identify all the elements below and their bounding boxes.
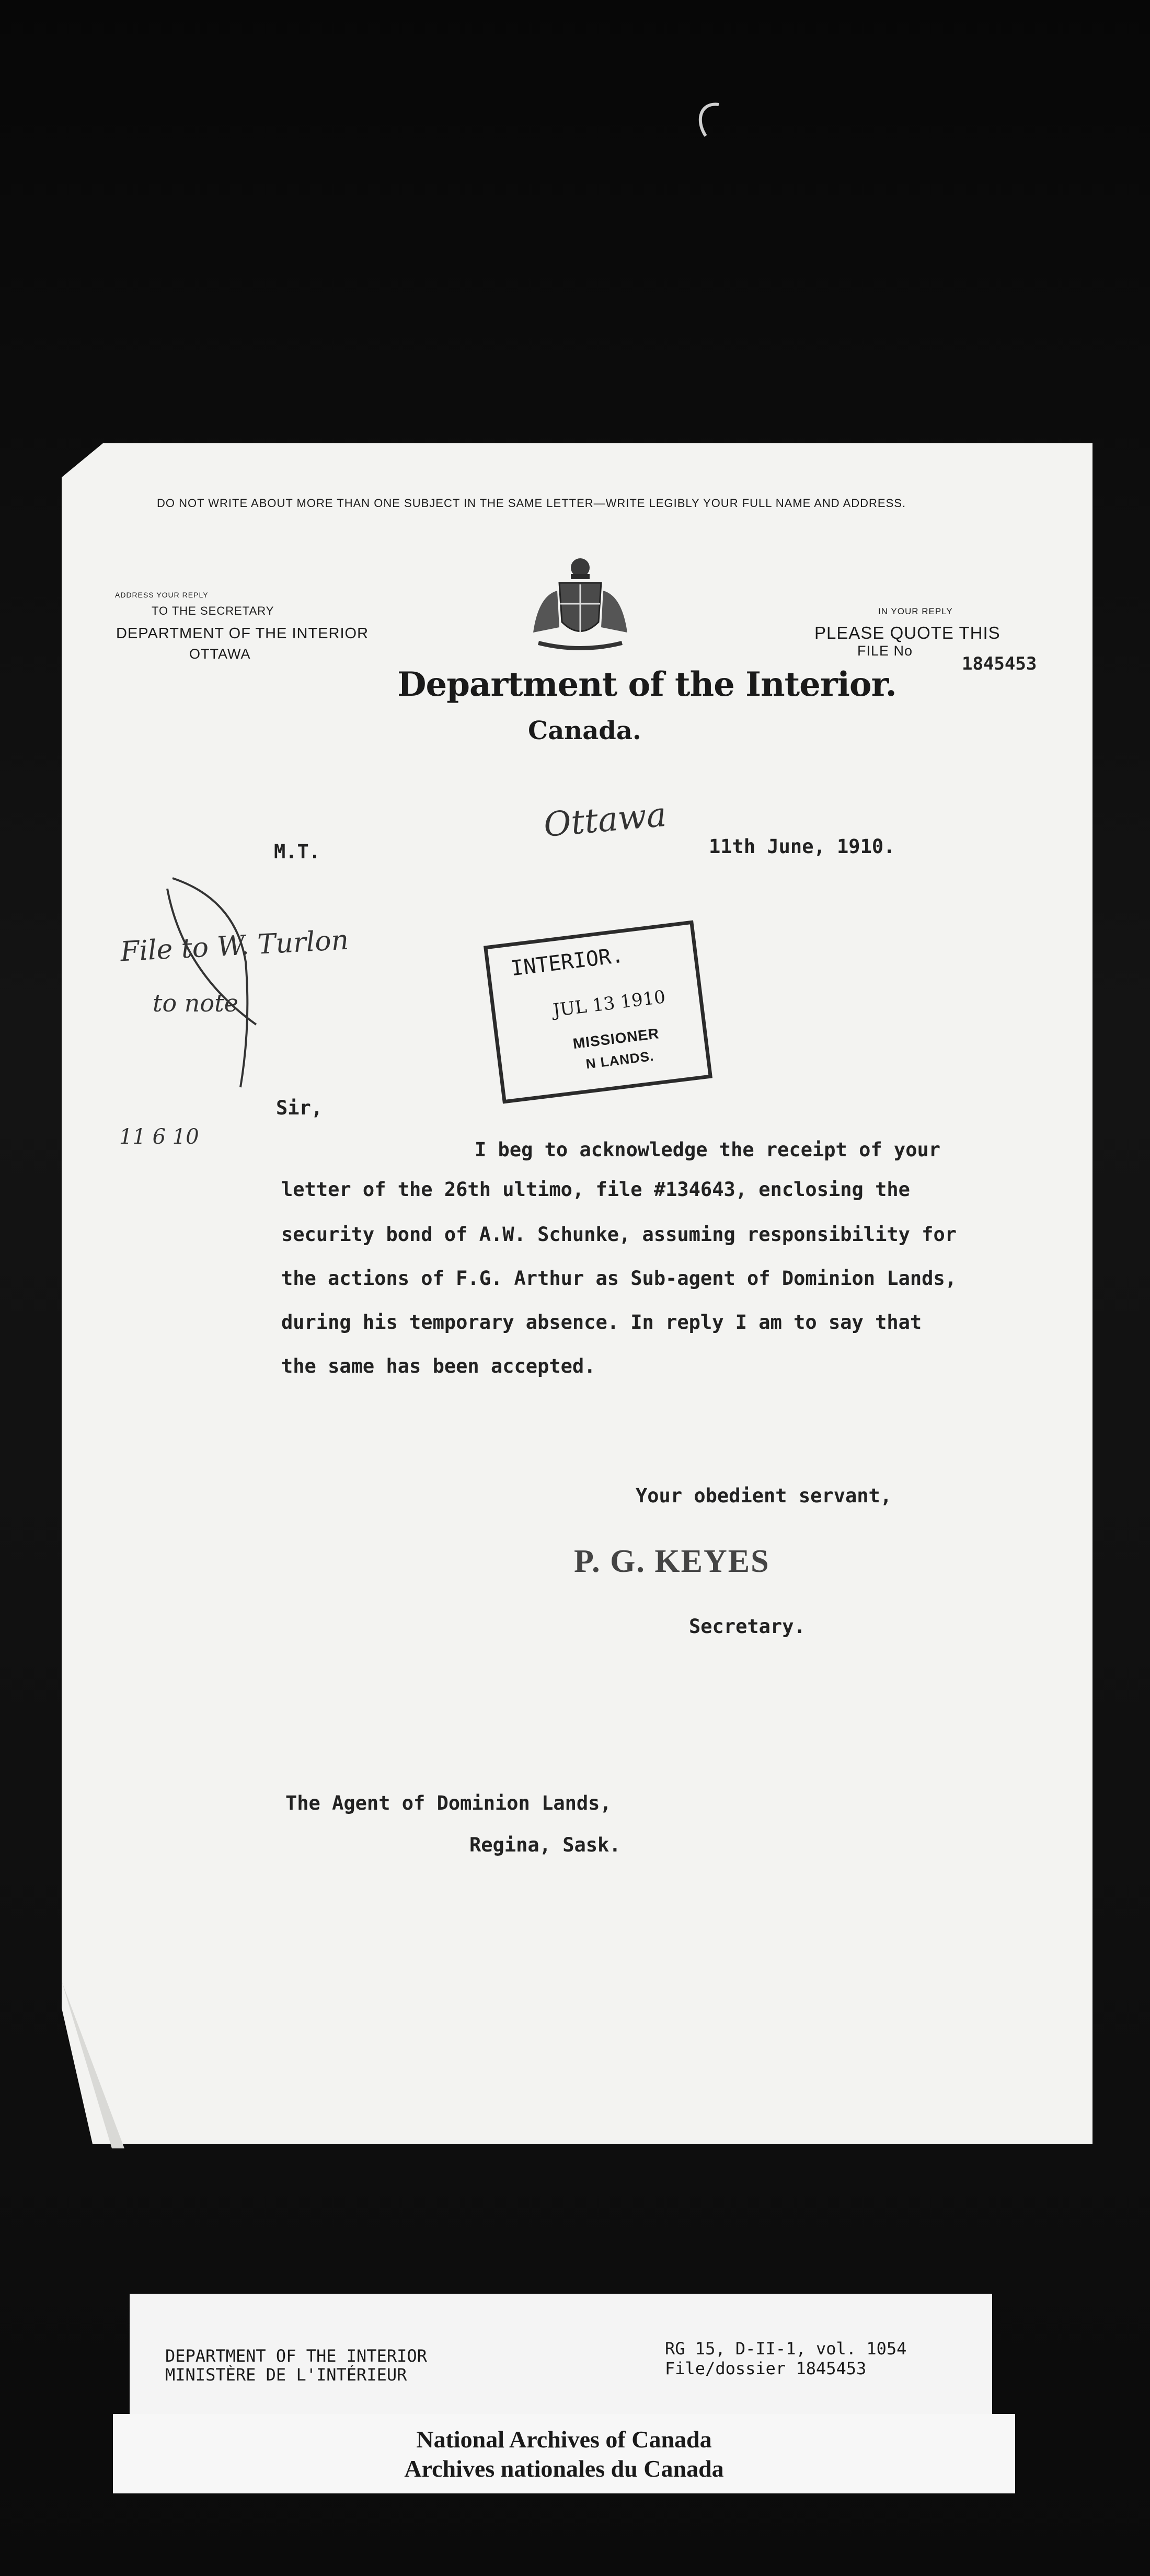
salutation: Sir,	[276, 1097, 323, 1119]
archives-name-fr: Archives nationales du Canada	[404, 2455, 724, 2482]
received-stamp	[484, 921, 712, 1104]
address-city: OTTAWA	[189, 646, 251, 662]
handwritten-date: 11 6 10	[119, 1125, 199, 1149]
recipient-line: Regina, Sask.	[469, 1834, 621, 1856]
archive-department-fr: MINISTÈRE DE L'INTÉRIEUR	[165, 2365, 407, 2385]
body-line: I beg to acknowledge the receipt of your	[475, 1138, 941, 1161]
archive-record-group: RG 15, D-II-1, vol. 1054	[665, 2339, 907, 2359]
body-line: security bond of A.W. Schunke, assuming responsibility for	[281, 1223, 957, 1246]
reply-instruction: IN YOUR REPLY	[878, 606, 953, 616]
archive-name-label	[113, 2414, 1015, 2493]
handwritten-file-note: File to W. Turlon	[119, 924, 350, 968]
recipient-line: The Agent of Dominion Lands,	[285, 1792, 612, 1814]
archives-name-en: National Archives of Canada	[416, 2426, 712, 2453]
address-reply-label: ADDRESS YOUR REPLY	[115, 591, 209, 599]
stamp-office: MISSIONER	[572, 1025, 660, 1052]
stamp-date: JUL 13 1910	[551, 986, 667, 1021]
paper-clip-mark	[690, 99, 727, 146]
reply-quote: PLEASE QUOTE THIS	[814, 623, 1000, 642]
handwritten-stroke-mark	[152, 868, 272, 1098]
archive-reference-label	[130, 2294, 992, 2415]
reply-file-label: FILE No	[857, 643, 913, 659]
body-line: the actions of F.G. Arthur as Sub-agent of Dominion Lands,	[281, 1267, 957, 1290]
department-name-heading: Department of the Interior.	[397, 665, 896, 704]
address-to-secretary: TO THE SECRETARY	[152, 604, 274, 617]
closing: Your obedient servant,	[636, 1485, 892, 1507]
signer-title: Secretary.	[689, 1615, 806, 1638]
address-department: DEPARTMENT OF THE INTERIOR	[116, 625, 369, 642]
typist-initials: M.T.	[274, 841, 321, 863]
signature-stamp: P. G. KEYES	[574, 1544, 770, 1579]
letterhead-warning: DO NOT WRITE ABOUT MORE THAN ONE SUBJECT IN THE SAME LETTER—WRITE LEGIBLY YOUR FULL NAME AND ADDRESS.	[157, 497, 906, 510]
body-line: letter of the 26th ultimo, file #134643, enclosing the	[281, 1178, 910, 1201]
handwritten-note-continued: to note	[153, 989, 238, 1017]
archive-department-en: DEPARTMENT OF THE INTERIOR	[165, 2346, 427, 2366]
stamp-lands: N LANDS.	[585, 1048, 655, 1072]
department-country: Canada.	[528, 716, 641, 745]
archive-file-dossier: File/dossier 1845453	[665, 2359, 867, 2378]
royal-coat-of-arms-icon	[523, 554, 638, 653]
file-number: 1845453	[962, 653, 1037, 674]
letter-date: 11th June, 1910.	[709, 835, 895, 858]
body-line: the same has been accepted.	[281, 1355, 596, 1377]
stamp-department: INTERIOR.	[509, 943, 625, 981]
place-of-writing: Ottawa	[542, 795, 668, 845]
body-line: during his temporary absence. In reply I am to say that	[281, 1311, 922, 1333]
